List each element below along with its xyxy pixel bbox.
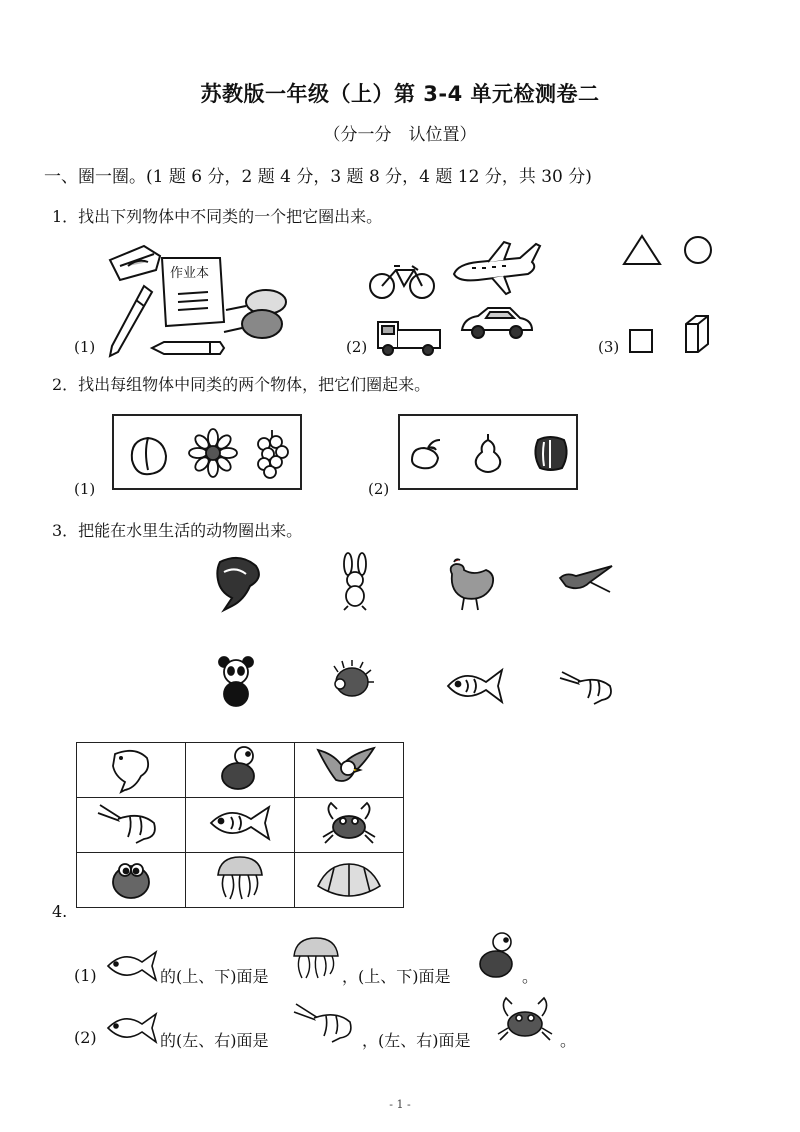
turtle-icon xyxy=(474,930,520,980)
page-title: 苏教版一年级（上）第 3-4 单元检测卷二 xyxy=(200,82,600,106)
page-number: - 1 - xyxy=(389,1098,411,1111)
notebook-label: 作业本 xyxy=(170,266,210,281)
crab-icon xyxy=(321,799,377,847)
grapes-icon[interactable] xyxy=(254,428,290,480)
jellyfish-icon xyxy=(290,936,344,982)
pen-icon[interactable] xyxy=(106,282,156,362)
question-2-text: 2．找出每组物体中同类的两个物体，把它们圈起来。 xyxy=(52,375,431,394)
question-3-text: 3．把能在水里生活的动物圈出来。 xyxy=(52,521,303,540)
dolphin-icon[interactable] xyxy=(210,552,268,612)
question-4-number: 4. xyxy=(52,902,68,921)
square-icon[interactable] xyxy=(628,328,656,356)
bird-icon xyxy=(314,744,384,792)
triangle-icon[interactable] xyxy=(622,234,662,266)
peach-icon[interactable] xyxy=(126,430,172,478)
q1-label-1: (1) xyxy=(74,338,96,356)
question-1-text: 1．找出下列物体中不同类的一个把它圈出来。 xyxy=(52,207,383,226)
eggplant-icon[interactable] xyxy=(406,436,446,472)
airplane-icon[interactable] xyxy=(448,240,544,298)
shrimp-icon xyxy=(96,799,166,847)
ping-pong-paddles-icon[interactable] xyxy=(216,288,296,342)
panda-icon[interactable] xyxy=(216,654,256,708)
q4-row1-label: (1) xyxy=(74,966,97,985)
turtle-icon xyxy=(216,744,264,792)
grid-cell-crab xyxy=(295,798,404,853)
q2-label-1: (1) xyxy=(74,480,96,498)
q4-row2-text-a: 的(左、右)面是 xyxy=(160,1031,269,1050)
cuboid-icon[interactable] xyxy=(682,312,712,356)
snail-icon xyxy=(107,854,155,902)
flower-icon[interactable] xyxy=(188,428,238,478)
q4-animal-grid xyxy=(76,742,404,908)
q4-row2-label: (2) xyxy=(74,1028,97,1047)
truck-icon[interactable] xyxy=(374,312,446,356)
q4-row1-text-a: 的(上、下)面是 xyxy=(160,967,269,986)
shell-icon xyxy=(314,856,384,900)
bicycle-icon[interactable] xyxy=(368,260,438,302)
pear-icon[interactable] xyxy=(470,430,504,474)
q4-row2-text-c: 。 xyxy=(560,1031,577,1050)
q1-label-3: (3) xyxy=(598,338,620,356)
grid-cell-dolphin xyxy=(77,743,186,798)
grid-cell-bird xyxy=(295,743,404,798)
q1-label-2: (2) xyxy=(346,338,368,356)
pepper-icon[interactable] xyxy=(530,430,572,472)
fish-icon xyxy=(106,1008,158,1048)
q4-row1-text-c: 。 xyxy=(522,967,539,986)
grid-cell-turtle xyxy=(186,743,295,798)
jellyfish-icon xyxy=(212,853,268,903)
shrimp-icon[interactable] xyxy=(558,664,616,706)
grid-cell-shrimp xyxy=(77,798,186,853)
page-subtitle: （分一分 认位置） xyxy=(323,125,477,145)
hedgehog-icon[interactable] xyxy=(330,660,370,702)
fish-icon[interactable] xyxy=(444,664,506,708)
grid-cell-fish xyxy=(186,798,295,853)
shrimp-icon xyxy=(292,1000,362,1044)
chicken-icon[interactable] xyxy=(444,556,500,612)
grid-cell-jellyfish xyxy=(186,853,295,908)
rabbit-icon[interactable] xyxy=(336,552,376,612)
q2-label-2: (2) xyxy=(368,480,390,498)
section-heading: 一、圈一圈。(1 题 6 分，2 题 4 分，3 题 8 分，4 题 12 分，共 30 分) xyxy=(44,167,592,187)
fish-icon xyxy=(106,946,158,986)
circle-icon[interactable] xyxy=(682,234,714,266)
grid-cell-snail xyxy=(77,853,186,908)
swallow-icon[interactable] xyxy=(556,562,616,598)
grid-cell-shell xyxy=(295,853,404,908)
q4-row1-text-b: ，(上、下)面是 xyxy=(342,967,451,986)
fish-icon xyxy=(207,799,273,847)
q4-row2-text-b: ，(左、右)面是 xyxy=(362,1031,471,1050)
dolphin-icon xyxy=(107,744,155,792)
car-icon[interactable] xyxy=(458,304,536,342)
crab-icon xyxy=(494,994,556,1046)
